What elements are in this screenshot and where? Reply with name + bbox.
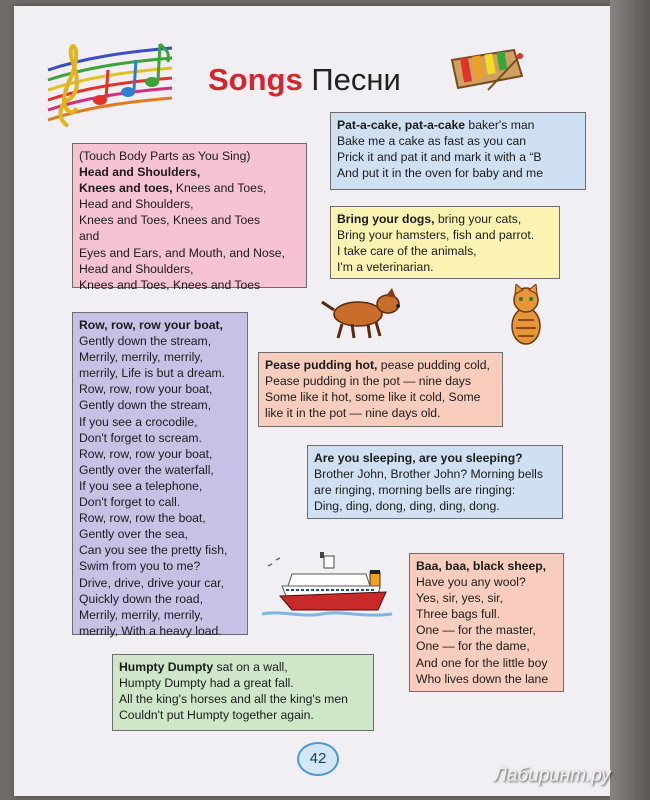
song-line-text: Have you any wool? bbox=[416, 575, 526, 590]
song-line bbox=[79, 414, 241, 430]
song-line-text: One — for the dame, bbox=[416, 639, 530, 654]
song-line bbox=[79, 397, 241, 413]
song-line bbox=[119, 707, 367, 723]
song-line-text: If you see a telephone, bbox=[79, 478, 203, 493]
song-line-text: Don't forget to call. bbox=[79, 495, 181, 510]
song-line-text: Can you see the pretty fish, bbox=[79, 543, 228, 558]
song-line bbox=[79, 196, 300, 212]
song-lines bbox=[314, 450, 556, 514]
song-line-text: All the king's horses and all the king's men bbox=[119, 692, 348, 707]
song-line bbox=[79, 333, 241, 349]
song-line-text: Some like it hot, some like it cold, Some bbox=[265, 390, 481, 405]
song-line-text: Yes, sir, yes, sir, bbox=[416, 591, 503, 606]
song-head-shoulders bbox=[72, 143, 307, 292]
dog-icon bbox=[318, 288, 410, 340]
song-line bbox=[79, 575, 241, 591]
song-line bbox=[416, 574, 557, 590]
song-pat-a-cake bbox=[330, 112, 586, 190]
song-line-text: And one for the little boy bbox=[416, 655, 548, 670]
song-line bbox=[337, 211, 553, 227]
song-line bbox=[79, 164, 300, 180]
song-line bbox=[337, 149, 579, 165]
song-lines bbox=[337, 117, 579, 181]
song-line-text: Knees and Toes, bbox=[172, 181, 267, 196]
song-line-bold: Humpty Dumpty bbox=[119, 660, 214, 674]
song-line bbox=[79, 494, 241, 510]
song-line bbox=[337, 259, 553, 275]
song-line-text: If you see a crocodile, bbox=[79, 414, 198, 429]
song-line bbox=[79, 462, 241, 478]
song-line-bold: Pat-a-cake, pat-a-cake bbox=[337, 118, 466, 132]
song-bring-your-dogs bbox=[330, 206, 560, 279]
song-line bbox=[314, 498, 556, 514]
song-line-text: Ding, ding, dong, ding, ding, dong. bbox=[314, 499, 500, 514]
song-line-text: sat on a wall, bbox=[213, 660, 288, 674]
song-line-text: Gently down the stream, bbox=[79, 398, 212, 413]
song-line-text: Knees and Toes, Knees and Toes bbox=[79, 277, 261, 292]
song-line-text: are ringing, morning bells are ringing: bbox=[314, 483, 516, 498]
song-line-text: Gently over the waterfall, bbox=[79, 462, 214, 477]
song-line bbox=[79, 381, 241, 397]
song-line-text: Eyes and Ears, and Mouth, and Nose, bbox=[79, 245, 285, 260]
song-line-text: Merrily, merrily, merrily, bbox=[79, 607, 203, 622]
song-line bbox=[79, 591, 241, 607]
song-line bbox=[79, 510, 241, 526]
song-line bbox=[265, 373, 496, 389]
song-line bbox=[337, 133, 579, 149]
song-line-text: I take care of the animals, bbox=[337, 244, 477, 259]
song-line-text: Knees and Toes, Knees and Toes bbox=[79, 213, 261, 228]
song-line bbox=[79, 148, 300, 164]
song-line bbox=[79, 317, 241, 333]
song-line-text: Pease pudding in the pot — nine days bbox=[265, 374, 471, 389]
song-line-bold: Head and Shoulders, bbox=[79, 165, 201, 180]
song-line bbox=[79, 245, 300, 261]
page-title bbox=[208, 62, 401, 98]
watermark-logo: Лабиринт.ру bbox=[494, 765, 611, 786]
cat-icon bbox=[504, 284, 548, 346]
music-notes-icon bbox=[44, 30, 176, 130]
song-lines bbox=[337, 211, 553, 275]
song-line bbox=[79, 478, 241, 494]
song-pease-pudding bbox=[258, 352, 503, 427]
song-line-text: Row, row, row the boat, bbox=[79, 511, 206, 526]
song-line bbox=[314, 482, 556, 498]
song-line-bold: Baa, baa, black sheep, bbox=[416, 559, 547, 573]
song-line bbox=[337, 227, 553, 243]
song-line bbox=[79, 446, 241, 462]
song-line bbox=[265, 357, 496, 373]
song-line-text: bring your cats, bbox=[434, 212, 522, 226]
song-line-text: merrily, Life is but a dream. bbox=[79, 366, 226, 381]
page-edge bbox=[610, 0, 650, 800]
song-line-bold: Knees and toes, bbox=[79, 181, 173, 196]
song-line-text: Three bags full. bbox=[416, 607, 501, 622]
song-line bbox=[79, 526, 241, 542]
song-lines bbox=[119, 659, 367, 723]
song-line bbox=[119, 675, 367, 691]
song-line-text: And put it in the oven for baby and me bbox=[337, 166, 543, 181]
song-line bbox=[337, 243, 553, 259]
song-lines bbox=[79, 317, 241, 639]
song-line-bold: Bring your dogs, bbox=[337, 212, 435, 226]
song-line-text: and bbox=[79, 229, 100, 244]
song-line bbox=[416, 638, 557, 654]
song-line bbox=[416, 655, 557, 671]
song-line-text: Gently down the stream, bbox=[79, 334, 212, 349]
song-line-text: (Touch Body Parts as You Sing) bbox=[79, 149, 251, 163]
song-line-text: I'm a veterinarian. bbox=[337, 260, 434, 275]
title-english: Songs bbox=[208, 62, 303, 97]
song-line-text: Bring your hamsters, fish and parrot. bbox=[337, 228, 535, 243]
song-line-text: baker's man bbox=[465, 118, 535, 132]
song-line bbox=[416, 558, 557, 574]
song-line-text: Merrily, merrily, merrily, bbox=[79, 350, 203, 365]
song-line bbox=[79, 542, 241, 558]
song-line-text: Quickly down the road, bbox=[79, 591, 203, 606]
song-line-text: Head and Shoulders, bbox=[79, 261, 194, 276]
song-line-text: Row, row, row your boat, bbox=[79, 382, 213, 397]
song-line bbox=[79, 365, 241, 381]
song-line bbox=[119, 659, 367, 675]
song-line bbox=[79, 212, 300, 228]
ship-icon bbox=[262, 552, 394, 620]
song-line-text: One — for the master, bbox=[416, 623, 536, 638]
song-line-text: Prick it and pat it and mark it with a “B bbox=[337, 150, 542, 165]
song-line-bold: Pease pudding hot, bbox=[265, 358, 378, 372]
song-line-text: pease pudding cold, bbox=[377, 358, 490, 372]
song-line bbox=[79, 623, 241, 639]
song-line bbox=[79, 277, 300, 293]
song-line-text: Brother John, Brother John? Morning bells bbox=[314, 467, 543, 482]
song-line bbox=[314, 450, 556, 466]
title-russian: Песни bbox=[311, 62, 401, 97]
song-line bbox=[337, 117, 579, 133]
page-number: 42 bbox=[297, 742, 339, 776]
song-line-text: Swim from you to me? bbox=[79, 559, 201, 574]
song-humpty-dumpty bbox=[112, 654, 374, 731]
song-lines bbox=[265, 357, 496, 421]
song-lines bbox=[416, 558, 557, 687]
song-line-text: Couldn't put Humpty together again. bbox=[119, 708, 314, 723]
song-line-bold: Are you sleeping, are you sleeping? bbox=[314, 451, 523, 465]
song-line bbox=[79, 558, 241, 574]
song-line bbox=[79, 607, 241, 623]
song-line bbox=[416, 606, 557, 622]
song-row-your-boat bbox=[72, 312, 248, 638]
song-line-text: like it in the pot — nine days old. bbox=[265, 406, 441, 421]
song-line bbox=[265, 405, 496, 421]
xylophone-icon bbox=[448, 46, 528, 94]
song-line-text: Row, row, row your boat, bbox=[79, 446, 213, 461]
song-line bbox=[79, 349, 241, 365]
song-line-text: Bake me a cake as fast as you can bbox=[337, 134, 527, 149]
song-line bbox=[79, 261, 300, 277]
song-line bbox=[79, 180, 300, 196]
song-are-you-sleeping bbox=[307, 445, 563, 519]
song-line-text: Gently over the sea, bbox=[79, 527, 189, 542]
song-line bbox=[119, 691, 367, 707]
song-line bbox=[416, 622, 557, 638]
song-line bbox=[337, 165, 579, 181]
song-lines bbox=[79, 148, 300, 293]
song-line-text: merrily, With a heavy load. bbox=[79, 623, 222, 638]
song-line-text: Head and Shoulders, bbox=[79, 197, 194, 212]
song-line-text: Who lives down the lane bbox=[416, 671, 549, 686]
song-line bbox=[79, 228, 300, 244]
song-line bbox=[314, 466, 556, 482]
song-line-text: Drive, drive, drive your car, bbox=[79, 575, 224, 590]
song-line-text: Don't forget to scream. bbox=[79, 430, 202, 445]
song-baa-baa-black-sheep bbox=[409, 553, 564, 692]
song-line bbox=[416, 590, 557, 606]
song-line-text: Humpty Dumpty had a great fall. bbox=[119, 676, 294, 691]
song-line-bold: Row, row, row your boat, bbox=[79, 318, 223, 332]
song-line bbox=[265, 389, 496, 405]
song-line bbox=[416, 671, 557, 687]
song-line bbox=[79, 430, 241, 446]
